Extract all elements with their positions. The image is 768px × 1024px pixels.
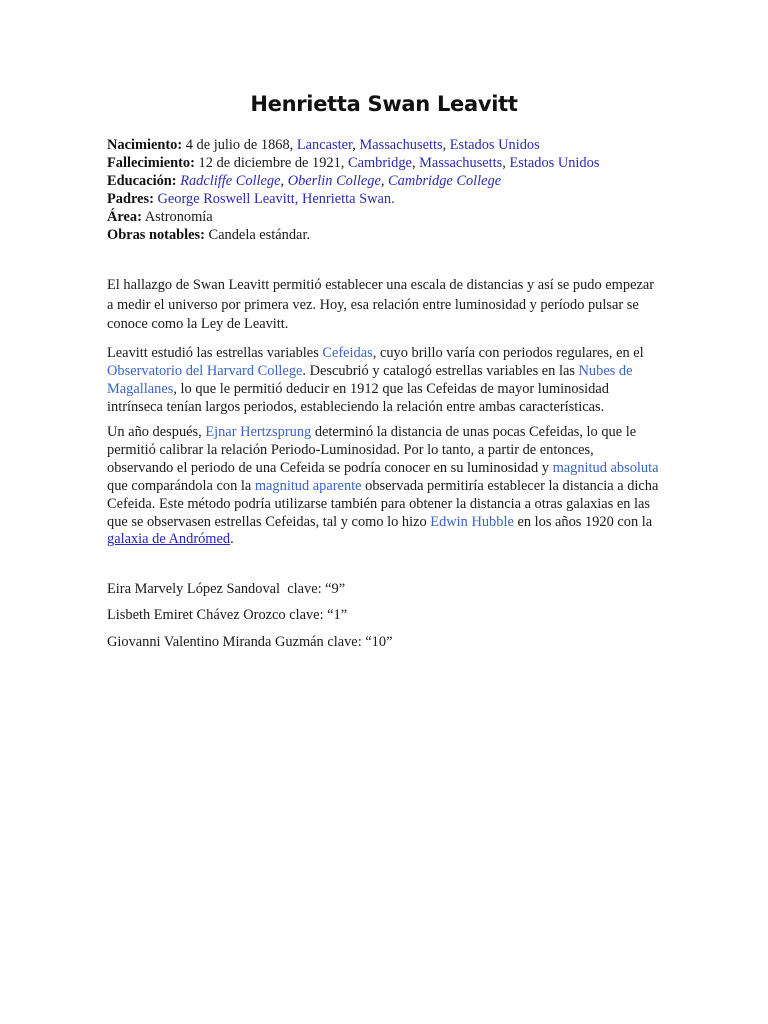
author-line: Eira Marvely López Sandoval clave: “9” xyxy=(107,581,346,597)
birth-place-link-country[interactable]: Estados Unidos xyxy=(449,137,540,153)
text-segment: Un año después, xyxy=(107,424,206,440)
biography-infobox xyxy=(107,136,667,244)
death-row: Fallecimiento: 12 de diciembre de 1921, Cambridge, Massachusetts, Estados Unidos xyxy=(107,155,600,171)
link-edwin-hubble[interactable]: Edwin Hubble xyxy=(430,513,514,530)
parent-link-mother[interactable]: Henrietta Swan xyxy=(301,191,392,207)
death-place-link-country[interactable]: Estados Unidos xyxy=(509,155,600,171)
parents-label: Padres: xyxy=(107,191,154,207)
text-segment: en los años 1920 con la xyxy=(513,513,653,530)
area-row xyxy=(107,208,667,226)
link-hertzsprung[interactable]: Ejnar Hertzsprung xyxy=(205,424,312,440)
text-segment: . Descubrió y catalogó estrellas variables en las xyxy=(302,362,579,379)
education-label: Educación: xyxy=(107,173,177,189)
link-nubes-magallanes[interactable]: Nubes de Magallanes xyxy=(107,362,633,397)
school-link-cambridge[interactable]: Cambridge College xyxy=(388,173,502,189)
paragraph-leavitt-law: El hallazgo de Swan Leavitt permitió establecer una escala de distancias y así se pudo empezar a medir el universo por primera vez. Hoy, esa relación entre luminosidad y período pulsar se conoce como la Ley de Leavitt. xyxy=(107,277,655,332)
text-segment: . xyxy=(230,531,234,548)
birth-date: 4 de julio de 1868, xyxy=(182,137,297,153)
birth-place-link-massachusetts[interactable]: Massachusetts xyxy=(359,137,443,153)
link-magnitud-aparente[interactable]: magnitud aparente xyxy=(254,477,362,494)
birth-label: Nacimiento: xyxy=(107,137,183,153)
area-value: Astronomía xyxy=(141,209,213,225)
school-link-radcliffe[interactable]: Radcliffe College xyxy=(180,173,281,189)
text-segment: , lo que le permitió deducir en 1912 que las Cefeidas de mayor luminosidad intrínseca tenían largos periodos, estableciendo la relación entre ambas características. xyxy=(107,380,609,415)
works-label: Obras notables: xyxy=(107,227,205,243)
area-label: Área: xyxy=(107,209,142,225)
link-cefeidas[interactable]: Cefeidas xyxy=(322,345,373,361)
death-date: 12 de diciembre de 1921, xyxy=(194,155,348,171)
school-link-oberlin[interactable]: Oberlin College xyxy=(287,173,381,189)
text-segment: que comparándola con la xyxy=(107,477,255,494)
link-harvard-observatory[interactable]: Observatorio del Harvard College xyxy=(107,362,303,379)
birth-row: Nacimiento: 4 de julio de 1868, Lancaster, Massachusetts, Estados Unidos xyxy=(107,137,540,153)
text-segment: Leavitt estudió las estrellas variables xyxy=(107,345,323,361)
author-line: Lisbeth Emiret Chávez Orozco clave: “1” xyxy=(107,607,348,623)
death-label: Fallecimiento: xyxy=(107,155,195,171)
death-place-link-cambridge[interactable]: Cambridge xyxy=(347,155,412,171)
works-row xyxy=(107,226,667,244)
author-line: Giovanni Valentino Miranda Guzmán clave: “10” xyxy=(107,634,393,650)
works-value: Candela estándar. xyxy=(204,227,311,243)
parents-row: Padres: George Roswell Leavitt, Henrietta Swan. xyxy=(107,191,395,207)
text-segment: observada permitiría establecer la distancia a dicha Cefeida. Este método podría utilizarse también para obtener la distancia a otras galaxias en las que se observasen estrellas Cefeidas, tal y como lo hizo xyxy=(107,477,659,530)
text-segment: , cuyo brillo varía con periodos regulares, en el xyxy=(372,345,644,361)
text-segment: determinó la distancia de unas pocas Cefeidas, lo que le permitió calibrar la relación Periodo-Luminosidad. Por lo tanto, a partir de entonces, observando el periodo de una Cefeida se podría conocer en su luminosidad y xyxy=(107,424,637,476)
paragraph-hertzsprung xyxy=(107,424,659,549)
page-title: Henrietta Swan Leavitt xyxy=(250,92,518,116)
link-galaxia-andromeda[interactable]: galaxia de Andrómed xyxy=(107,531,231,548)
link-magnitud-absoluta[interactable]: magnitud absoluta xyxy=(552,459,659,476)
paragraph-cepheids-study xyxy=(107,345,659,417)
parent-link-father[interactable]: George Roswell Leavitt xyxy=(157,191,295,207)
death-place-link-massachusetts[interactable]: Massachusetts xyxy=(419,155,503,171)
education-row: Educación: Radcliffe College, Oberlin College, Cambridge College xyxy=(107,173,502,189)
birth-place-link-lancaster[interactable]: Lancaster xyxy=(296,137,353,153)
